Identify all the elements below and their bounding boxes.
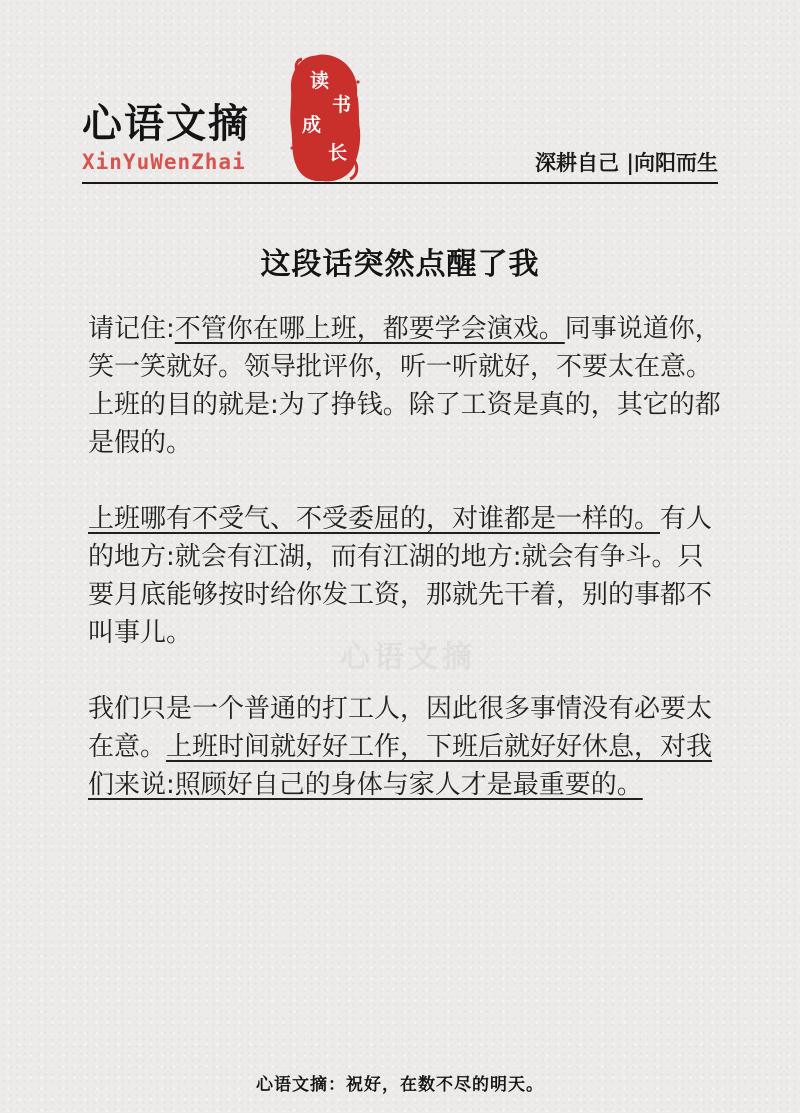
body-text: 请记住: [88,314,175,344]
body-text: 同事说道你，笑一笑就好。领导批评你，听一听就好，不要太在意。上班的目的就是:为了挣钱。除了工资是真的，其它的都是假的。 [88,314,721,458]
seal-char: 长 [328,142,348,164]
seal-char: 成 [302,114,322,136]
seal-stamp-icon [288,52,362,184]
article-title: 这段话突然点醒了我 [260,247,540,282]
seal-char: 书 [332,94,352,116]
body-text: 我们只是一个普通的打工人，因此很多事情没有必要太在意。 [88,694,713,762]
footer-text: 心语文摘：祝好，在数不尽的明天。 [256,1075,544,1095]
underlined-text: 上班时间就好好工作，下班后就好好休息，对我们来说:照顾好自己的身体与家人才是最重要的。 [88,732,713,800]
article-body [88,310,722,804]
paragraph [88,500,722,652]
seal-char: 读 [310,70,330,92]
header-divider [82,182,718,184]
underlined-text: 上班哪有不受气、不受委屈的，对谁都是一样的。 [88,504,661,534]
paragraph [88,310,722,462]
watermark: 心语文摘 [340,640,476,675]
underlined-text: 不管你在哪上班，都要学会演戏。 [174,314,565,344]
brand-title: 心语文摘 [82,100,250,147]
body-text: 有人的地方:就会有江湖，而有江湖的地方:就会有争斗。只要月底能够按时给你发工资，那就先干着，别的事都不叫事儿。 [88,504,713,648]
slogan: 深耕自己 |向阳而生 [535,150,718,175]
paragraph [88,690,722,804]
brand-pinyin: XinYuWenZhai [82,150,246,174]
header [0,0,800,200]
